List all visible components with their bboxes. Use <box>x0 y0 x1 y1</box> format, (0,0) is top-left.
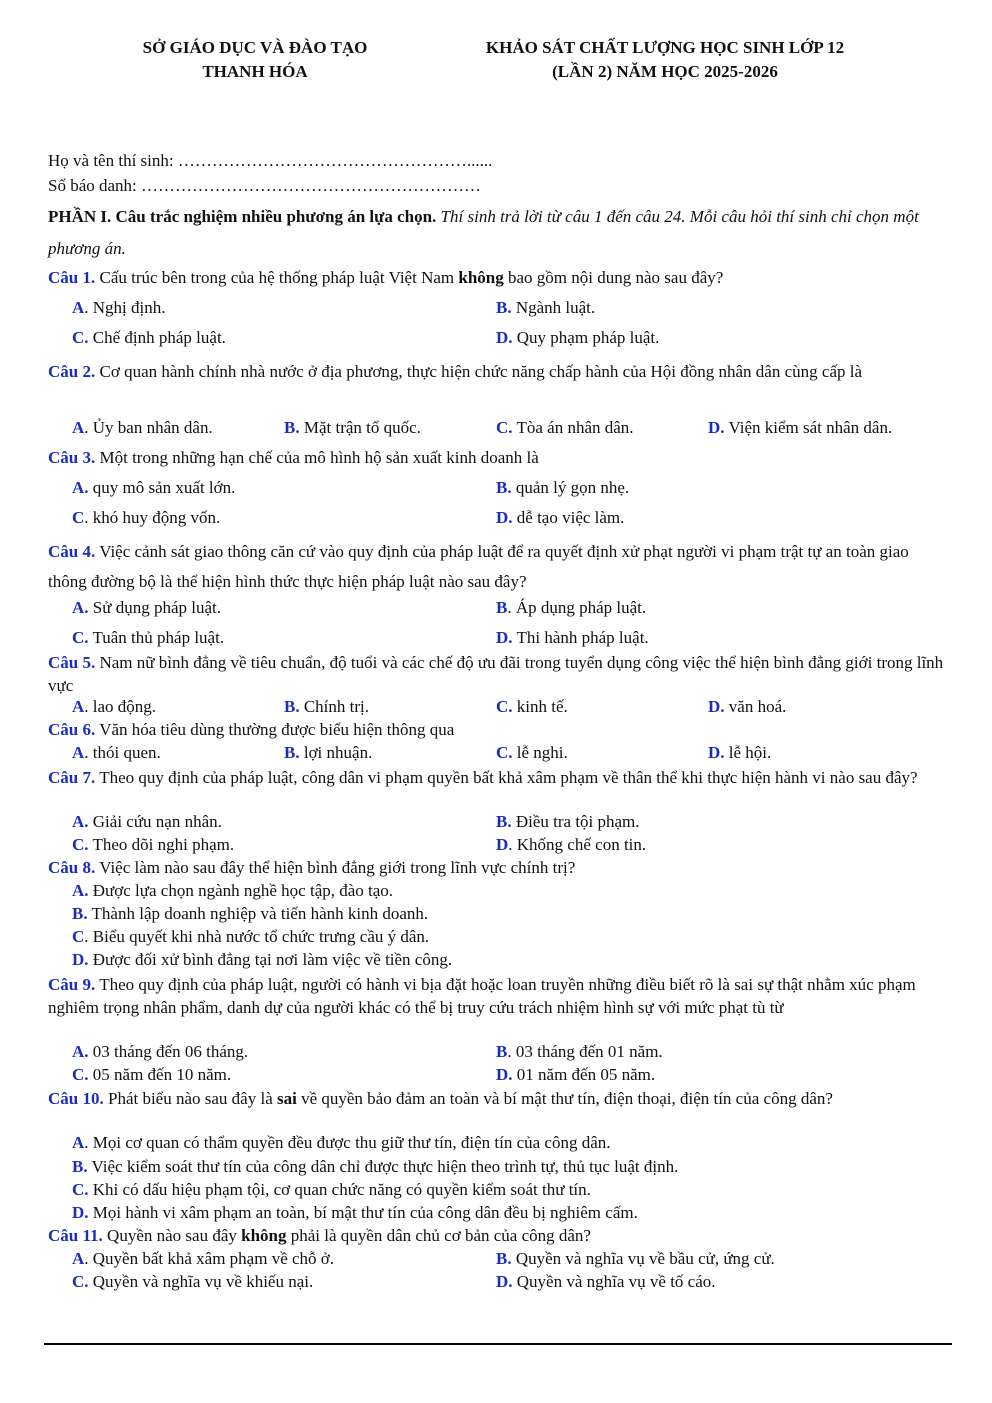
province-name: THANH HÓA <box>202 62 308 81</box>
exam-subtitle: (LẦN 2) NĂM HỌC 2025-2026 <box>552 62 778 81</box>
option-a[interactable]: A. 03 tháng đến 06 tháng. <box>72 1042 249 1061</box>
option-d[interactable]: D. Thi hành pháp luật. <box>496 628 649 647</box>
option-a[interactable]: A. lao động. <box>72 697 157 716</box>
option-b[interactable]: B. lợi nhuận. <box>284 743 373 762</box>
option-d[interactable]: D. Viện kiểm sát nhân dân. <box>708 418 893 437</box>
option-c[interactable]: C. 05 năm đến 10 năm. <box>72 1065 232 1084</box>
part-instructions <box>48 201 950 265</box>
question-7: Câu 7. Theo quy định của pháp luật, công dân vi phạm quyền bất khả xâm phạm về thân thể khi thực hiện hành vi nào sau đây? <box>48 768 918 787</box>
option-a[interactable]: A. thói quen. <box>72 743 161 762</box>
option-b[interactable]: B. 03 tháng đến 01 năm. <box>496 1042 663 1061</box>
question-label: Câu 9. <box>48 975 96 994</box>
department-name: SỞ GIÁO DỤC VÀ ĐÀO TẠO <box>142 38 368 57</box>
option-d[interactable]: D. 01 năm đến 05 năm. <box>496 1065 656 1084</box>
part-instruction: Thí sinh trả lời từ câu 1 đến câu 24. Mỗi câu hỏi thí sinh chỉ chọn một phương án. <box>48 207 919 258</box>
question-label: Câu 1. <box>48 268 96 287</box>
question-2: Câu 2. Cơ quan hành chính nhà nước ở địa phương, thực hiện chức năng chấp hành của Hội đồng nhân dân cùng cấp là <box>48 362 863 381</box>
option-c[interactable]: C. lễ nghi. <box>496 743 568 762</box>
option-d[interactable]: D. dễ tạo việc làm. <box>496 508 625 527</box>
option-a[interactable]: A. quy mô sản xuất lớn. <box>72 478 236 497</box>
option-d[interactable]: D. lễ hội. <box>708 743 772 762</box>
option-b[interactable]: B. Thành lập doanh nghiệp và tiến hành kinh doanh. <box>72 904 429 923</box>
option-b[interactable]: B. Quyền và nghĩa vụ về bầu cử, ứng cử. <box>496 1249 775 1268</box>
option-a[interactable]: A. Ủy ban nhân dân. <box>72 418 213 437</box>
exam-title: KHẢO SÁT CHẤT LƯỢNG HỌC SINH LỚP 12 <box>485 38 845 57</box>
option-b[interactable]: B. Ngành luật. <box>496 298 596 317</box>
question-label: Câu 8. <box>48 858 96 877</box>
question-11: Câu 11. Quyền nào sau đây không phải là quyền dân chủ cơ bản của công dân? <box>48 1226 591 1245</box>
footer-divider <box>44 1343 952 1345</box>
option-c[interactable]: C. Theo dõi nghi phạm. <box>72 835 235 854</box>
question-8: Câu 8. Việc làm nào sau đây thể hiện bình đẳng giới trong lĩnh vực chính trị? <box>48 858 576 877</box>
question-label: Câu 4. <box>48 542 96 561</box>
question-6: Câu 6. Văn hóa tiêu dùng thường được biểu hiện thông qua <box>48 720 455 739</box>
question-label: Câu 10. <box>48 1089 104 1108</box>
option-a[interactable]: A. Quyền bất khả xâm phạm về chỗ ở. <box>72 1249 335 1268</box>
student-id-field: Số báo danh: …………………………………………………… <box>48 176 482 195</box>
question-label: Câu 5. <box>48 653 96 672</box>
option-a[interactable]: A. Nghị định. <box>72 298 166 317</box>
option-c[interactable]: C. Biểu quyết khi nhà nước tổ chức trưng cầu ý dân. <box>72 927 430 946</box>
option-b[interactable]: B. Điều tra tội phạm. <box>496 812 640 831</box>
option-d[interactable]: D. Được đối xử bình đẳng tại nơi làm việc về tiền công. <box>72 950 453 969</box>
question-10: Câu 10. Phát biểu nào sau đây là sai về quyền bảo đảm an toàn và bí mật thư tín, điện thoại, điện tín của công dân? <box>48 1089 833 1108</box>
option-d[interactable]: D. Quy phạm pháp luật. <box>496 328 660 347</box>
option-c[interactable]: C. kinh tế. <box>496 697 568 716</box>
option-b[interactable]: B. Mặt trận tổ quốc. <box>284 418 421 437</box>
option-d[interactable]: D. Mọi hành vi xâm phạm an toàn, bí mật thư tín của công dân đều bị nghiêm cấm. <box>72 1203 638 1222</box>
option-c[interactable]: C. Tuân thủ pháp luật. <box>72 628 225 647</box>
option-a[interactable]: A. Được lựa chọn ngành nghề học tập, đào tạo. <box>72 881 394 900</box>
option-d[interactable]: D. Khống chế con tin. <box>496 835 647 854</box>
option-c[interactable]: C. Chế định pháp luật. <box>72 328 226 347</box>
option-a[interactable]: A. Mọi cơ quan có thẩm quyền đều được thu giữ thư tín, điện tín của công dân. <box>72 1133 611 1152</box>
question-label: Câu 3. <box>48 448 96 467</box>
question-4: Câu 4. Việc cảnh sát giao thông căn cứ vào quy định của pháp luật để ra quyết định xử phạt người vi phạm trật tự an toàn giao thông đường bộ là thể hiện hình thức thực hiện pháp luật nào sau đây? <box>48 542 909 591</box>
school-header <box>95 36 415 84</box>
question-label: Câu 7. <box>48 768 96 787</box>
option-c[interactable]: C. Khi có dấu hiệu phạm tội, cơ quan chức năng có quyền kiểm soát thư tín. <box>72 1180 591 1199</box>
question-5: Câu 5. Nam nữ bình đẳng về tiêu chuẩn, độ tuổi và các chế độ ưu đãi trong tuyển dụng công việc thể hiện bình đẳng giới trong lĩnh vực <box>48 653 944 695</box>
part-title: PHẦN I. Câu trắc nghiệm nhiều phương án lựa chọn. <box>48 207 437 226</box>
option-c[interactable]: C. khó huy động vốn. <box>72 508 221 527</box>
option-a[interactable]: A. Sử dụng pháp luật. <box>72 598 221 617</box>
option-d[interactable]: D. văn hoá. <box>708 697 787 716</box>
question-label: Câu 6. <box>48 720 96 739</box>
question-1: Câu 1. Cấu trúc bên trong của hệ thống pháp luật Việt Nam không bao gồm nội dung nào sau đây? <box>48 268 724 287</box>
question-label: Câu 11. <box>48 1226 103 1245</box>
option-c[interactable]: C. Tòa án nhân dân. <box>496 418 634 437</box>
option-d[interactable]: D. Quyền và nghĩa vụ về tố cáo. <box>496 1272 716 1291</box>
option-a[interactable]: A. Giải cứu nạn nhân. <box>72 812 222 831</box>
question-3: Câu 3. Một trong những hạn chế của mô hình hộ sản xuất kinh doanh là <box>48 448 539 467</box>
option-b[interactable]: B. quản lý gọn nhẹ. <box>496 478 630 497</box>
option-b[interactable]: B. Việc kiểm soát thư tín của công dân chỉ được thực hiện theo trình tự, thủ tục luật định. <box>72 1157 679 1176</box>
exam-header <box>430 36 900 84</box>
question-label: Câu 2. <box>48 362 96 381</box>
student-name-field: Họ và tên thí sinh: ……………………………………………...... <box>48 151 493 170</box>
question-9: Câu 9. Theo quy định của pháp luật, người có hành vi bịa đặt hoặc loan truyền những điều biết rõ là sai sự thật nhằm xúc phạm nghiêm trọng nhân phẩm, danh dự của người khác có thể bị truy cứu trách nhiệm hình sự với mức phạt tù từ <box>48 975 916 1017</box>
option-b[interactable]: B. Áp dụng pháp luật. <box>496 598 647 617</box>
option-c[interactable]: C. Quyền và nghĩa vụ về khiếu nại. <box>72 1272 314 1291</box>
option-b[interactable]: B. Chính trị. <box>284 697 370 716</box>
